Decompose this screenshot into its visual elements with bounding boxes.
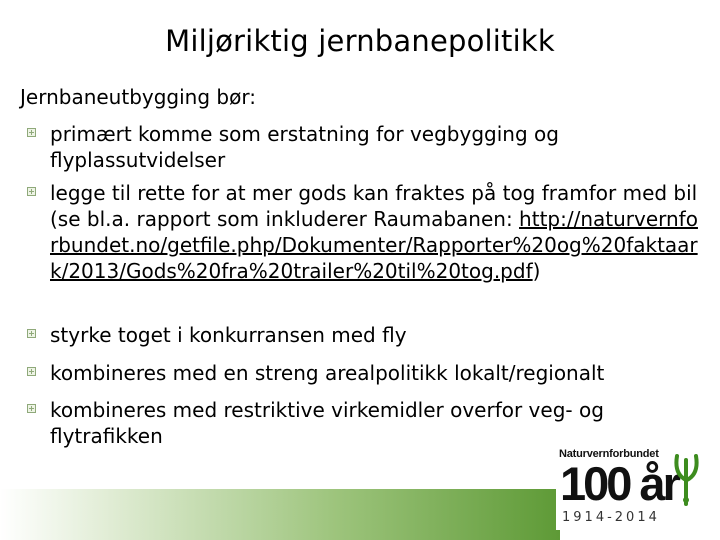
bullet-text: kombineres med en streng arealpolitikk lokalt/regionalt	[50, 361, 605, 385]
logo-anniversary: 100 år	[560, 457, 678, 510]
plant-icon	[674, 450, 700, 506]
bullet-text: kombineres med restriktive virkemidler overfor veg- og flytrafikken	[50, 398, 604, 448]
logo-org-name: Naturvernforbundet	[559, 448, 659, 460]
green-footer-bar	[0, 489, 560, 540]
naturvernforbundet-logo	[556, 448, 702, 530]
report-link[interactable]: http://naturvernforbundet.no/getfile.php/Dokumenter/Rapporter%20og%20faktaark/2013/Gods%20fra%20trailer%20til%20tog.pdf	[50, 207, 698, 283]
bullet-item-4	[50, 360, 700, 386]
bullet-text: legge til rette for at mer gods kan fraktes på tog framfor med bil (se bl.a. rapport som inkluderer Raumabanen:	[50, 181, 698, 231]
bullet-item-5	[50, 397, 700, 449]
logo-years: 1914-2014	[562, 510, 660, 525]
bullet-marker-icon	[27, 187, 36, 196]
bullet-marker-icon	[27, 128, 36, 137]
bullet-text-end: )	[532, 259, 541, 283]
bullet-marker-icon	[27, 367, 36, 376]
bullet-marker-icon	[27, 404, 36, 413]
bullet-text: styrke toget i konkurransen med fly	[50, 323, 407, 347]
bullet-item-2	[50, 180, 700, 284]
bullet-item-1	[50, 121, 700, 173]
bullet-item-3	[50, 322, 700, 348]
bullet-text: primært komme som erstatning for vegbygging og flyplassutvidelser	[50, 122, 559, 172]
slide-title: Miljøriktig jernbanepolitikk	[165, 24, 555, 58]
intro-text: Jernbaneutbygging bør:	[20, 85, 256, 109]
bullet-marker-icon	[27, 329, 36, 338]
